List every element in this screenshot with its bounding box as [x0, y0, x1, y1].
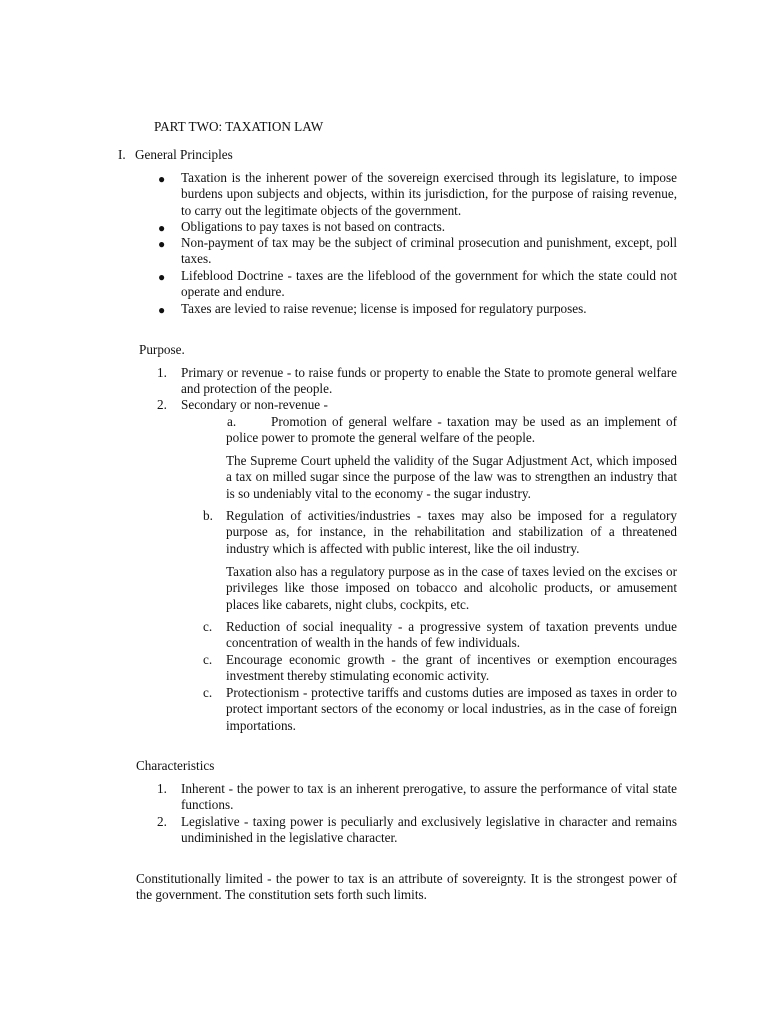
- part-title: PART TWO: TAXATION LAW: [154, 119, 324, 134]
- bullet-icon: ●: [158, 270, 166, 284]
- bullet-icon: ●: [158, 303, 166, 317]
- section-title: General Principles: [135, 147, 233, 162]
- principle-3: Non-payment of tax may be the subject of criminal prosecution and punishment, except, poll taxes.: [181, 235, 677, 267]
- sub-item-b-note: Taxation also has a regulatory purpose as in the case of taxes levied on the excises or privileges like those imposed on tobacco and alcoholic products, or amusement places like cabarets, night clubs, cockpits, etc.: [226, 564, 677, 612]
- sub-item-letter: c.: [203, 685, 213, 700]
- sub-item-a-note: The Supreme Court upheld the validity of the Sugar Adjustment Act, which imposed a tax on milled sugar since the purpose of the law was to strengthen an industry that is so undeniably vital to the economy - the sugar industry.: [226, 453, 677, 501]
- purpose-item-1: Primary or revenue - to raise funds or property to enable the State to promote general welfare and protection of the people.: [181, 365, 677, 397]
- sub-item-letter: a.: [227, 414, 237, 429]
- characteristic-2: Legislative - taxing power is peculiarly and exclusively legislative in character and remains undiminished in the legislative character.: [181, 814, 677, 846]
- principle-5: Taxes are levied to raise revenue; license is imposed for regulatory purposes.: [181, 301, 587, 316]
- principle-1: Taxation is the inherent power of the sovereign exercised through its legislature, to impose burdens upon subjects and objects, within its jurisdiction, for the purpose of raising revenue, to carry out the legitimate objects of the government.: [181, 170, 677, 218]
- principle-2: Obligations to pay taxes is not based on contracts.: [181, 219, 446, 234]
- characteristic-1: Inherent - the power to tax is an inherent prerogative, to assure the performance of vital state functions.: [181, 781, 677, 813]
- characteristic-number: 2.: [157, 814, 167, 829]
- purpose-item-number: 1.: [157, 365, 167, 380]
- closing-paragraph: Constitutionally limited - the power to tax is an attribute of sovereignty. It is the strongest power of the government. The constitution sets forth such limits.: [136, 871, 677, 903]
- bullet-icon: ●: [158, 237, 166, 251]
- purpose-item-number: 2.: [157, 397, 167, 412]
- sub-item-c-2: Encourage economic growth - the grant of incentives or exemption encourages investment thereby stimulating economic activity.: [226, 652, 677, 684]
- section-number: I.: [118, 147, 126, 162]
- sub-item-c-3: Protectionism - protective tariffs and customs duties are imposed as taxes in order to protect important sectors of the economy or local industries, as in the case of foreign importations.: [226, 685, 677, 733]
- sub-item-letter: b.: [203, 508, 213, 523]
- characteristics-heading: Characteristics: [136, 758, 215, 773]
- purpose-item-2: Secondary or non-revenue -: [181, 397, 328, 412]
- sub-item-b: Regulation of activities/industries - taxes may also be imposed for a regulatory purpose as, for instance, in the rehabilitation and stabilization of a threatened industry which is affected with public interest, like the oil industry.: [226, 508, 677, 556]
- sub-item-a: Promotion of general welfare - taxation may be used as an implement of police power to promote the general welfare of the people.: [226, 414, 677, 446]
- principle-4: Lifeblood Doctrine - taxes are the lifeblood of the government for which the state could not operate and endure.: [181, 268, 677, 300]
- sub-item-c-1: Reduction of social inequality - a progressive system of taxation prevents undue concentration of wealth in the hands of few individuals.: [226, 619, 677, 651]
- purpose-heading: Purpose.: [139, 342, 185, 357]
- sub-item-letter: c.: [203, 652, 213, 667]
- bullet-icon: ●: [158, 221, 166, 235]
- bullet-icon: ●: [158, 172, 166, 186]
- sub-item-letter: c.: [203, 619, 213, 634]
- characteristic-number: 1.: [157, 781, 167, 796]
